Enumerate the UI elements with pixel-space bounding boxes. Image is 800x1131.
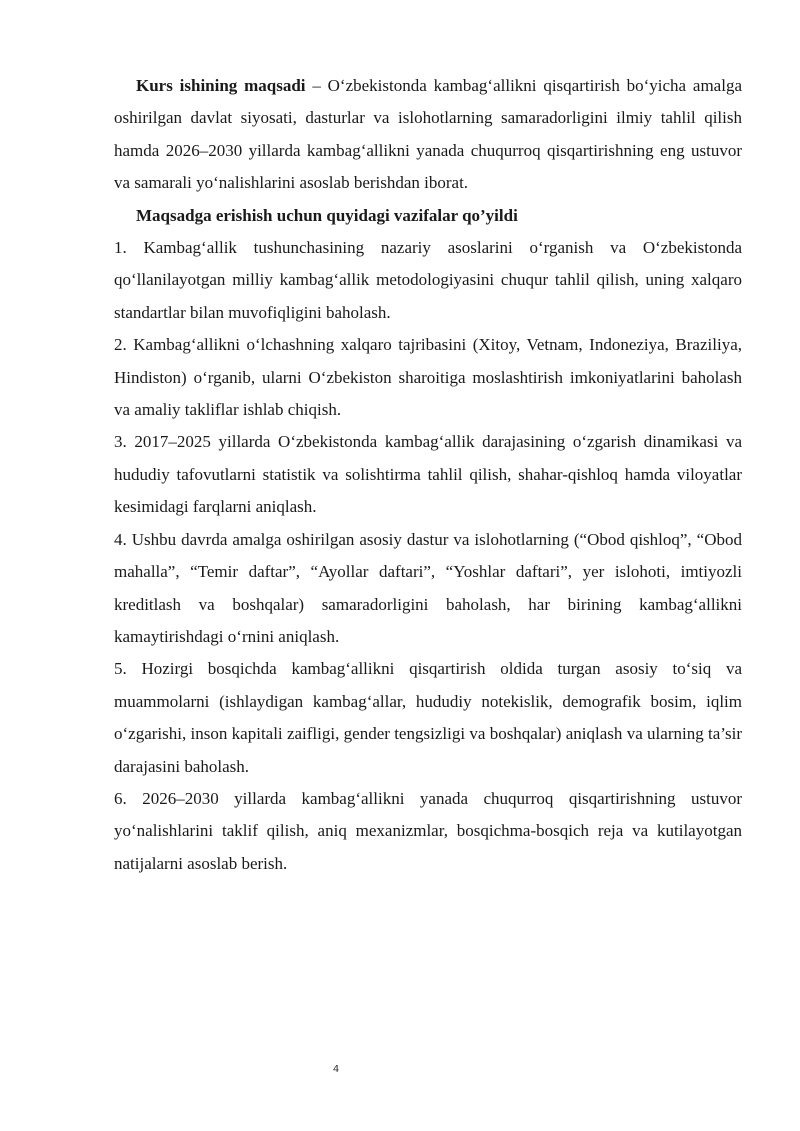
task-item-2: 2. Kambag‘allikni o‘lchashning xalqaro tajribasini (Xitoy, Vetnam, Indoneziya, Braziliya, Hindiston) o‘rganib, ularni O‘zbekiston sharoitiga moslashtirish imkoniyatlarini baholash va amaliy takliflar ishlab chiqish. [114,335,742,420]
tasks-heading: Maqsadga erishish uchun quyidagi vazifalar qo’yildi [136,205,518,225]
task-item-4: 4. Ushbu davrda amalga oshirilgan asosiy dastur va islohotlarning (“Obod qishloq”, “Obod mahalla”, “Temir daftar”, “Ayollar daftari”, “Yoshlar daftari”, yer islohoti, imtiyozli kreditlash va boshqalar) samaradorligini baholash, har birining kambag‘allikni kamaytirishdagi o‘rnini aniqlash. [114,529,742,646]
page-number: 4 [332,1064,340,1075]
intro-paragraph [114,70,742,200]
task-item-3: 3. 2017–2025 yillarda O‘zbekistonda kambag‘allik darajasining o‘zgarish dinamikasi va hududiy tafovutlarni statistik va solishtirma tahlil qilish, shahar-qishloq hamda viloyatlar kesimidagi farqlarni aniqlash. [114,432,742,517]
task-item-5: 5. Hozirgi bosqichda kambag‘allikni qisqartirish oldida turgan asosiy to‘siq va muammolarni (ishlaydigan kambag‘allar, hududiy notekislik, demografik bosim, iqlim o‘zgarishi, inson kapitali zaifligi, gender tengsizligi va boshqalar) aniqlash va ularning ta’sir darajasini baholash. [114,659,742,776]
intro-text: – O‘zbekistonda kambag‘allikni qisqartirish bo‘yicha amalga oshirilgan davlat siyosati, dasturlar va islohotlarning samaradorligini ilmiy tahlil qilish hamda 2026–2030 yillarda kambag‘allikni yanada chuqurroq qisqartirishning eng ustuvor va samarali yo‘nalishlarini asoslab berishdan iborat. [114,76,742,193]
task-item-6: 6. 2026–2030 yillarda kambag‘allikni yanada chuqurroq qisqartirishning ustuvor yo‘nalishlarini taklif qilish, aniq mexanizmlar, bosqichma-bosqich reja va kutilayotgan natijalarni asoslab berish. [114,788,742,873]
document-page [114,70,742,880]
intro-lead: Kurs ishining maqsadi [136,76,306,95]
task-item-1: 1. Kambag‘allik tushunchasining nazariy asoslarini o‘rganish va O‘zbekistonda qo‘llanilayotgan milliy kambag‘allik metodologiyasini chuqur tahlil qilish, uning xalqaro standartlar bilan muvofiqligini baholash. [114,238,742,322]
